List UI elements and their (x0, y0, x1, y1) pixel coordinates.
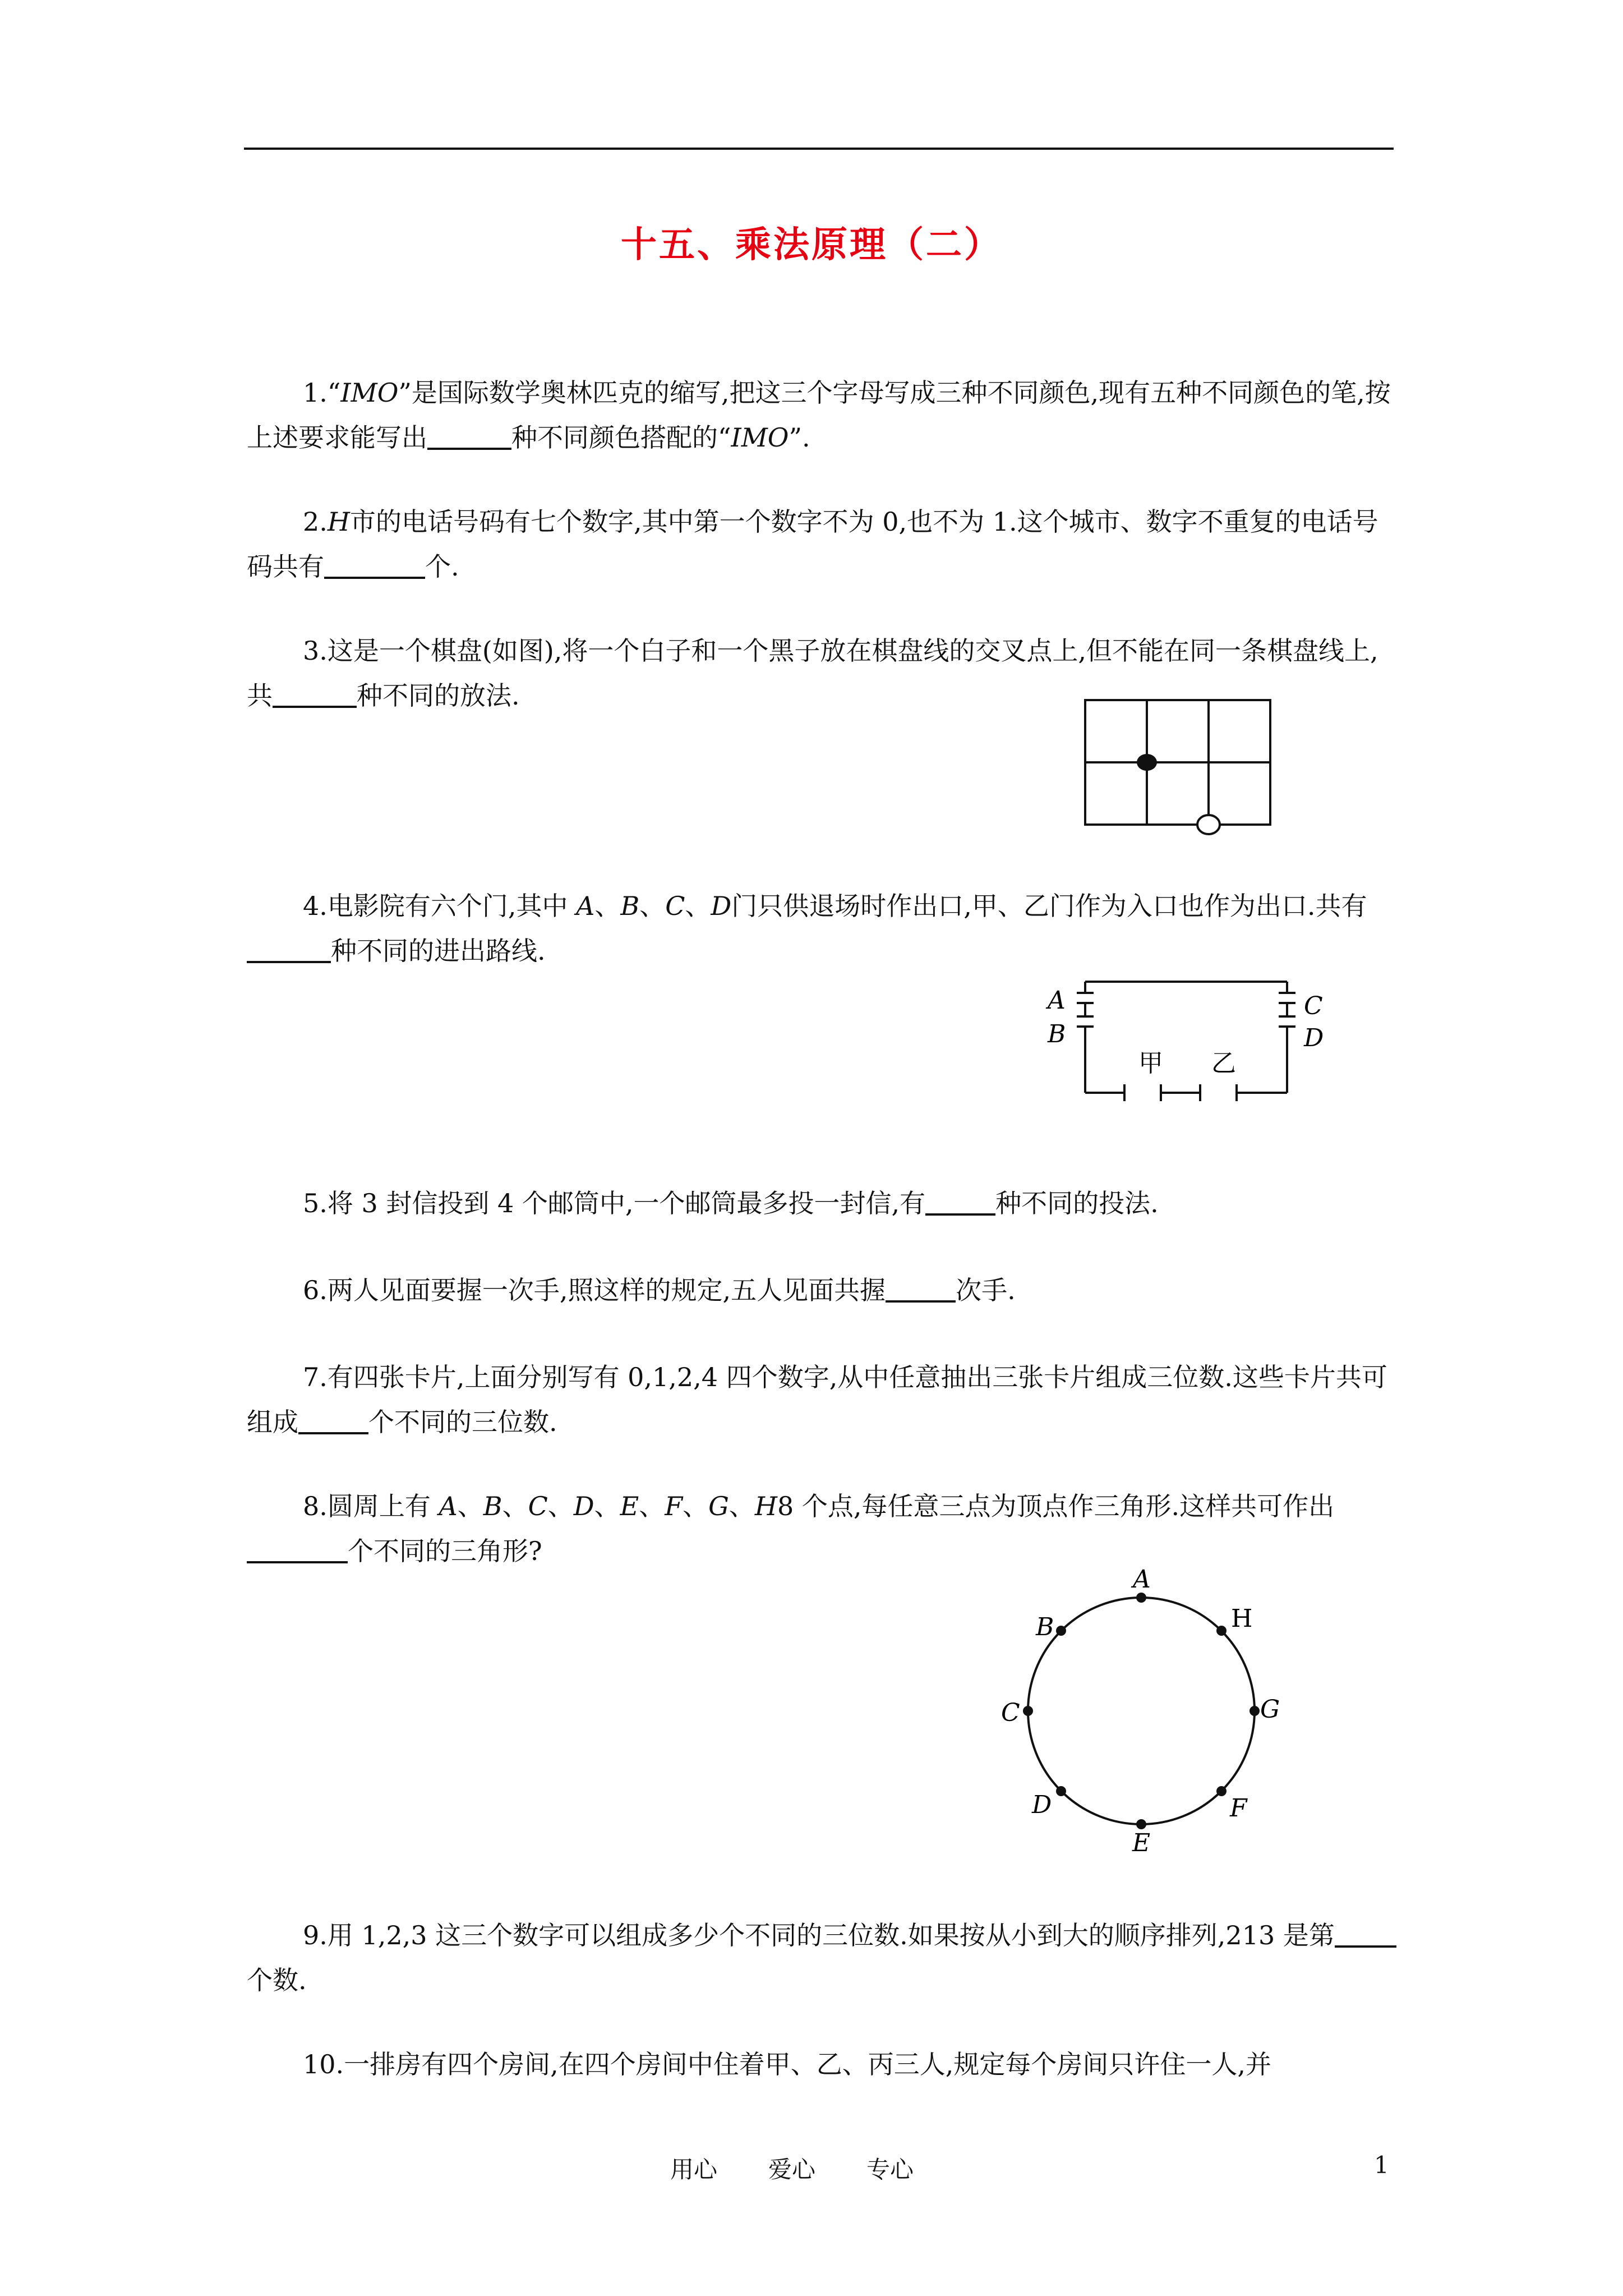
answer-blank[interactable] (247, 1535, 348, 1563)
question-4: 4.电影院有六个门,其中 A、B、C、D门只供退场时作出口,甲、乙门作为入口也作为出口.共有种不同的进出路线. (247, 884, 1396, 973)
circle-point (1023, 1706, 1033, 1716)
answer-blank[interactable] (247, 935, 331, 963)
answer-blank[interactable] (273, 680, 357, 708)
chessboard-figure (1085, 700, 1276, 840)
question-5: 5.将 3 封信投到 4 个邮筒中,一个邮筒最多投一封信,有 种不同的投法. (303, 1188, 1159, 1218)
answer-blank[interactable] (886, 1274, 956, 1303)
black-piece (1137, 754, 1157, 771)
question-7: 7.有四张卡片,上面分别写有 0,1,2,4 四个数字,从中任意抽出三张卡片组成三位数.这些卡片共可组成 个不同的三位数. (247, 1362, 1387, 1437)
circle-points-figure (995, 1565, 1287, 1857)
answer-blank[interactable] (1335, 1920, 1396, 1948)
question-8: 8.圆周上有 A、B、C、D、E、F、G、H8 个点,每任意三点为顶点作三角形.这样共可作出个不同的三角形? (247, 1484, 1396, 1573)
answer-blank[interactable] (324, 551, 425, 579)
question-9: 9.用 1,2,3 这三个数字可以组成多少个不同的三位数.如果按从小到大的顺序排列,213 是第个数. (247, 1913, 1396, 2003)
door-label: 乙 (1211, 1049, 1236, 1078)
question-10: 10.一排房有四个房间,在四个房间中住着甲、乙、丙三人,规定每个房间只许住一人,并 (303, 2049, 1272, 2079)
point-label: E (1132, 1829, 1151, 1857)
question-2: 2.H市的电话号码有七个数字,其中第一个数字不为 0,也不为 1.这个城市、数字不重复的电话号码共有 个. (247, 507, 1378, 582)
answer-blank[interactable] (298, 1406, 368, 1434)
page-number: 1 (1374, 2151, 1389, 2179)
point-label: B (1036, 1613, 1054, 1641)
point-label: C (1001, 1699, 1020, 1727)
door-label: A (1048, 986, 1066, 1015)
footer-motto-1: 用心 (670, 2156, 718, 2183)
footer-motto-3: 专心 (866, 2156, 914, 2183)
point-label: D (1032, 1791, 1052, 1819)
question-3: 3.这是一个棋盘(如图),将一个白子和一个黑子放在棋盘线的交叉点上,但不能在同一条棋盘线上,共 种不同的放法. (247, 636, 1378, 711)
question-1: 1.“IMO”是国际数学奥林匹克的缩写,把这三个字母写成三种不同颜色,现有五种不同颜色的笔,按上述要求能写出 种不同颜色搭配的“IMO”. (247, 378, 1391, 453)
door-label: D (1304, 1024, 1324, 1052)
point-label: G (1260, 1695, 1280, 1724)
circle-point (1136, 1819, 1146, 1829)
question-6: 6.两人见面要握一次手,照这样的规定,五人见面共握 次手. (303, 1275, 1016, 1305)
page-title: 十五、乘法原理（二） (621, 224, 1002, 266)
footer-motto-2: 爱心 (768, 2156, 816, 2183)
header-rule (244, 148, 1394, 150)
answer-blank[interactable] (427, 422, 511, 450)
door-label: C (1304, 992, 1323, 1020)
circle-point (1216, 1626, 1227, 1636)
door-label: 甲 (1138, 1049, 1163, 1078)
point-label: H (1231, 1604, 1253, 1633)
cinema-doors-figure (1032, 976, 1335, 1105)
white-piece (1197, 815, 1220, 834)
point-label: F (1230, 1794, 1247, 1823)
circle-point (1056, 1626, 1066, 1636)
circle-point (1136, 1593, 1146, 1603)
circle-point (1249, 1706, 1260, 1716)
door-label: B (1048, 1020, 1066, 1048)
answer-blank[interactable] (925, 1188, 995, 1216)
circle-point (1216, 1786, 1227, 1796)
point-label: A (1133, 1565, 1151, 1594)
circle-point (1056, 1786, 1066, 1796)
